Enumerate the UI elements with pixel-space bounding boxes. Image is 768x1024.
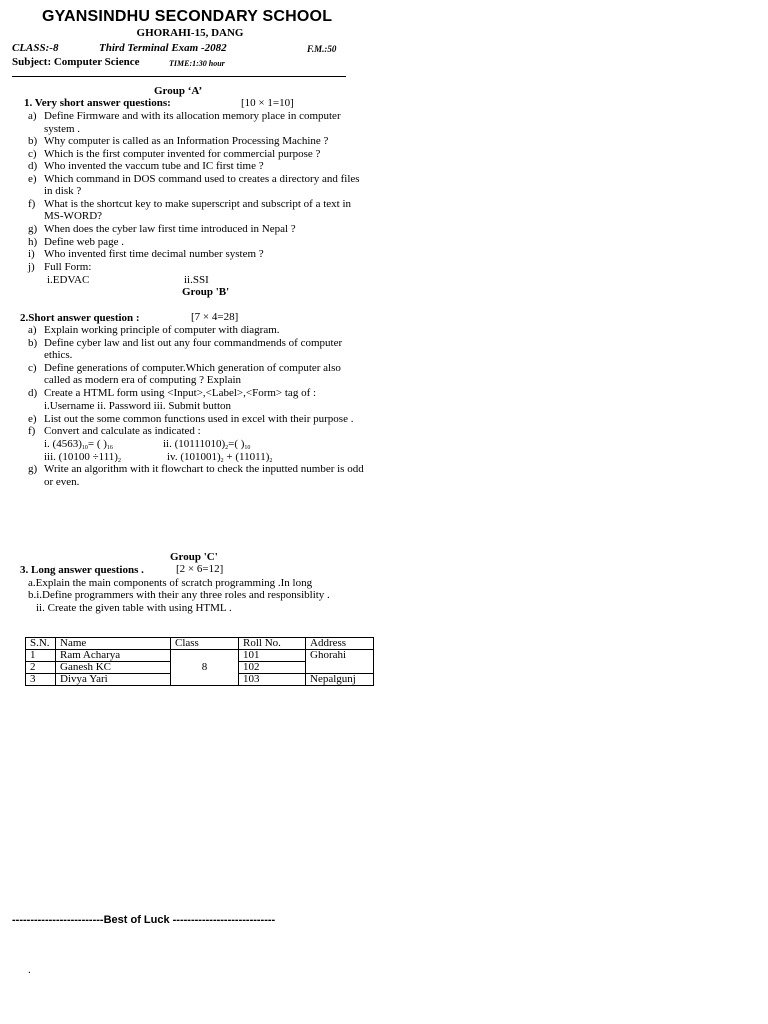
q1-item-b [28,135,328,148]
header-name: Name [56,638,171,650]
table-header-row [26,638,374,650]
item-label: c) [28,148,37,160]
q2-item-g [28,463,364,476]
item-label: e) [28,173,37,185]
cell-name: Ganesh KC [56,662,171,674]
q2-item-f [28,425,201,438]
item-label: d) [28,160,38,172]
cell-name: Divya Yari [56,674,171,686]
exam-title: Third Terminal Exam -2082 [99,42,227,54]
conversion-ii [163,438,250,451]
class-label: CLASS:-8 [12,42,59,54]
item-text: Define generations of computer.Which generation of computer also [44,362,341,374]
item-label: a) [28,324,37,336]
item-label: b) [28,135,38,147]
header-roll: Roll No. [239,638,306,650]
cell-class: 8 [171,650,239,686]
item-label: b) [28,337,38,349]
conv-base: 2 [117,458,121,464]
cell-roll: 101 [239,650,306,662]
q1-item-f [28,198,351,211]
header-class: Class [171,638,239,650]
question-2-heading: 2.Short answer question : [20,312,140,324]
item-label: h) [28,236,38,248]
cell-roll: 102 [239,662,306,674]
group-b-title: Group 'B' [182,286,230,298]
conversion-i [44,438,113,451]
q3-item-a: a.Explain the main components of scratch programming .In long [28,577,313,589]
q2-item-c [28,362,341,375]
q1-item-j [28,261,91,274]
item-label: f) [28,198,36,210]
fullform-ssi: ii.SSI [184,274,209,286]
q1-item-a-cont: system . [44,123,81,135]
item-text: Which is the first computer invented for commercial purpose ? [44,148,321,160]
time-label: TIME:1:30 hour [169,59,225,68]
cell-sn: 3 [26,674,56,686]
q1-item-e [28,173,360,186]
q2-item-b [28,337,342,350]
header-sn: S.N. [26,638,56,650]
q2-item-b-cont: ethics. [44,349,73,361]
conversion-iv [167,451,272,464]
item-text: Explain working principle of computer with diagram. [44,324,280,336]
conv-text: =( ) [228,438,245,450]
item-label: g) [28,463,38,475]
header-address: Address [306,638,374,650]
conv-text: iii. (10100 ÷111) [44,451,118,463]
conv-text: i. (4563) [44,438,82,450]
cell-sn: 1 [26,650,56,662]
question-2-marks: [7 × 4=28] [191,311,239,323]
item-text: Who invented the vaccum tube and IC first time ? [44,160,264,172]
q2-item-c-cont: called as modern era of computing ? Explain [44,374,242,386]
question-1-marks: [10 × 1=10] [241,97,294,109]
header-divider [12,76,346,77]
q1-item-i [28,248,264,261]
item-label: d) [28,387,38,399]
item-label: j) [28,261,35,273]
item-text: Why computer is called as an Information Processing Machine ? [44,135,329,147]
q1-item-f-cont: MS-WORD? [44,210,103,222]
q2-item-d-cont: i.Username ii. Password iii. Submit button [44,400,231,412]
group-c-title: Group 'C' [170,551,218,563]
q1-item-c [28,148,320,161]
conv-text: + (11011) [223,451,270,463]
q1-item-d [28,160,264,173]
q2-item-a [28,324,280,337]
q2-item-g-cont: or even. [44,476,80,488]
item-text: Convert and calculate as indicated : [44,425,201,437]
conv-base: 2 [220,458,224,464]
conv-base: 10 [244,445,251,451]
group-a-title: Group ‘A’ [154,85,203,97]
item-text: Who invented first time decimal number system ? [44,248,264,260]
item-text: Write an algorithm with it flowchart to check the inputted number is odd [44,463,364,475]
item-text: Define Firmware and with its allocation memory place in computer [44,110,341,122]
item-label: c) [28,362,37,374]
item-label: a) [28,110,37,122]
cell-name: Ram Acharya [56,650,171,662]
item-text: Define cyber law and list out any four commandmends of computer [44,337,343,349]
item-label: i) [28,248,35,260]
q1-item-e-cont: in disk ? [44,185,82,197]
full-marks: F.M.:50 [307,44,337,54]
question-3-marks: [2 × 6=12] [176,563,224,575]
subject-label: Subject: Computer Science [12,56,140,68]
cell-address: Ghorahi [306,650,374,674]
conv-base: 2 [269,458,273,464]
conversion-iii [44,451,121,464]
conv-text: ii. (10111010) [163,438,226,450]
conv-base: 10 [81,445,88,451]
item-text: Define web page . [44,236,125,248]
student-table [25,637,374,686]
item-label: f) [28,425,36,437]
cell-roll: 103 [239,674,306,686]
fullform-edvac: i.EDVAC [47,274,90,286]
item-label: g) [28,223,38,235]
q2-item-d [28,387,316,400]
item-text: Which command in DOS command used to creates a directory and files [44,173,360,185]
school-name: GYANSINDHU SECONDARY SCHOOL [42,8,333,25]
q1-item-g [28,223,296,236]
table-row [26,650,374,662]
q1-item-h [28,236,124,249]
question-3-heading: 3. Long answer questions . [20,564,144,576]
item-label: e) [28,413,37,425]
q2-item-e [28,413,353,426]
item-text: Full Form: [44,261,92,273]
item-text: When does the cyber law first time introduced in Nepal ? [44,223,296,235]
item-text: List out the some common functions used in excel with their purpose . [44,413,354,425]
q3-item-b-i: b.i.Define programmers with their any three roles and responsiblity . [28,589,330,601]
best-of-luck-footer: -------------------------Best of Luck ---------------------------- [12,914,276,926]
item-text: What is the shortcut key to make superscript and subscript of a text in [44,198,352,210]
q3-item-b-ii: ii. Create the given table with using HTML . [36,602,232,614]
conv-base: 2 [225,445,229,451]
school-address: GHORAHI-15, DANG [136,27,244,39]
question-1-heading: 1. Very short answer questions: [24,97,171,109]
trailing-mark: . [28,964,31,976]
q1-item-a [28,110,341,123]
cell-sn: 2 [26,662,56,674]
conv-base: 16 [106,445,113,451]
conv-text: = ( ) [87,438,107,450]
conv-text: iv. (101001) [167,451,221,463]
cell-address: Nepalgunj [306,674,374,686]
item-text: Create a HTML form using <Input>,<Label>,<Form> tag of : [44,387,317,399]
